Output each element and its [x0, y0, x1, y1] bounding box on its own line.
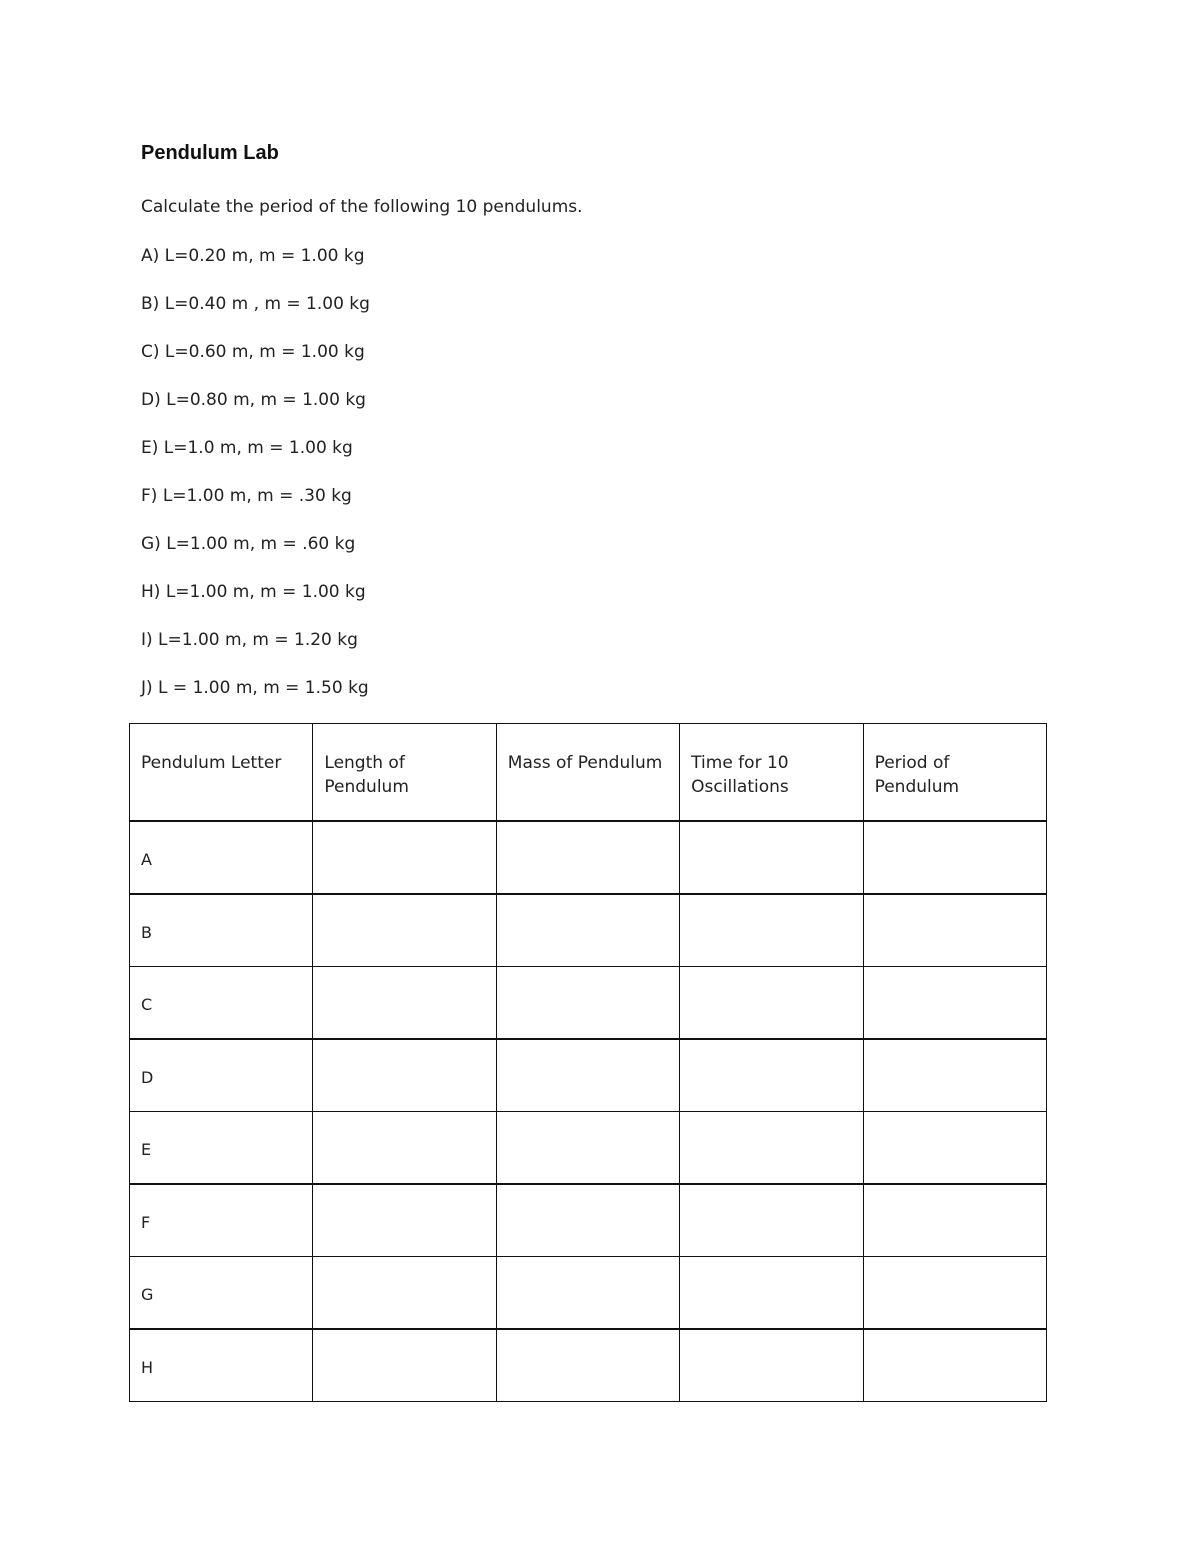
- table-row: [130, 1257, 1047, 1330]
- pendulum-item-a: A) L=0.20 m, m = 1.00 kg: [141, 246, 365, 266]
- row-label: B: [141, 923, 152, 942]
- header-label: Pendulum Letter: [141, 753, 282, 773]
- pendulum-item-d: D) L=0.80 m, m = 1.00 kg: [141, 390, 366, 410]
- empty-cell[interactable]: [496, 1112, 679, 1185]
- table-row: [130, 967, 1047, 1040]
- empty-cell[interactable]: [496, 1039, 679, 1112]
- pendulum-item-g: G) L=1.00 m, m = .60 kg: [141, 534, 356, 554]
- data-table: [129, 723, 1047, 1402]
- header-label: Length of Pendulum: [324, 753, 409, 797]
- table-row: [130, 894, 1047, 967]
- row-label-cell: [130, 1112, 313, 1185]
- empty-cell[interactable]: [313, 1039, 496, 1112]
- empty-cell[interactable]: [496, 821, 679, 894]
- table-row: [130, 1112, 1047, 1185]
- empty-cell[interactable]: [680, 894, 863, 967]
- empty-cell[interactable]: [680, 1039, 863, 1112]
- empty-cell[interactable]: [313, 967, 496, 1040]
- empty-cell[interactable]: [863, 1039, 1046, 1112]
- table-row: [130, 821, 1047, 894]
- empty-cell[interactable]: [496, 967, 679, 1040]
- row-label-cell: [130, 1329, 313, 1402]
- row-label: E: [141, 1140, 152, 1159]
- row-label-cell: [130, 1184, 313, 1257]
- empty-cell[interactable]: [863, 1329, 1046, 1402]
- pendulum-item-e: E) L=1.0 m, m = 1.00 kg: [141, 438, 353, 458]
- table-row: [130, 1329, 1047, 1402]
- empty-cell[interactable]: [313, 1112, 496, 1185]
- empty-cell[interactable]: [313, 1184, 496, 1257]
- row-label: F: [141, 1213, 151, 1232]
- empty-cell[interactable]: [313, 1329, 496, 1402]
- row-label: A: [141, 850, 152, 869]
- empty-cell[interactable]: [313, 894, 496, 967]
- pendulum-item-f: F) L=1.00 m, m = .30 kg: [141, 486, 352, 506]
- table-row: [130, 1184, 1047, 1257]
- empty-cell[interactable]: [680, 967, 863, 1040]
- empty-cell[interactable]: [496, 1329, 679, 1402]
- header-cell: [130, 724, 313, 822]
- row-label: G: [141, 1285, 154, 1304]
- empty-cell[interactable]: [680, 1184, 863, 1257]
- empty-cell[interactable]: [863, 821, 1046, 894]
- instruction-text: Calculate the period of the following 10 pendulums.: [141, 197, 583, 217]
- row-label-cell: [130, 1039, 313, 1112]
- pendulum-item-j: J) L = 1.00 m, m = 1.50 kg: [141, 678, 369, 698]
- header-label: Time for 10 Oscillations: [691, 753, 789, 797]
- pendulum-item-c: C) L=0.60 m, m = 1.00 kg: [141, 342, 365, 362]
- empty-cell[interactable]: [496, 1257, 679, 1330]
- header-label: Mass of Pendulum: [507, 753, 663, 773]
- header-cell: [313, 724, 496, 822]
- row-label-cell: [130, 894, 313, 967]
- header-cell: [496, 724, 679, 822]
- empty-cell[interactable]: [496, 894, 679, 967]
- row-label-cell: [130, 1257, 313, 1330]
- empty-cell[interactable]: [863, 1184, 1046, 1257]
- empty-cell[interactable]: [863, 894, 1046, 967]
- row-label-cell: [130, 821, 313, 894]
- header-label: Period of Pendulum: [874, 753, 960, 797]
- empty-cell[interactable]: [313, 821, 496, 894]
- pendulum-item-h: H) L=1.00 m, m = 1.00 kg: [141, 582, 366, 602]
- empty-cell[interactable]: [680, 1112, 863, 1185]
- page-title: Pendulum Lab: [141, 142, 279, 164]
- empty-cell[interactable]: [680, 1329, 863, 1402]
- row-label: C: [141, 995, 153, 1014]
- empty-cell[interactable]: [863, 1257, 1046, 1330]
- pendulum-item-b: B) L=0.40 m , m = 1.00 kg: [141, 294, 370, 314]
- header-cell: [680, 724, 863, 822]
- row-label-cell: [130, 967, 313, 1040]
- table-row: [130, 1039, 1047, 1112]
- row-label: D: [141, 1068, 154, 1087]
- empty-cell[interactable]: [313, 1257, 496, 1330]
- pendulum-item-i: I) L=1.00 m, m = 1.20 kg: [141, 630, 358, 650]
- empty-cell[interactable]: [680, 1257, 863, 1330]
- empty-cell[interactable]: [863, 967, 1046, 1040]
- row-label: H: [141, 1358, 154, 1377]
- header-cell: [863, 724, 1046, 822]
- header-row: [130, 724, 1047, 822]
- empty-cell[interactable]: [680, 821, 863, 894]
- empty-cell[interactable]: [863, 1112, 1046, 1185]
- pendulum-list: [141, 245, 370, 725]
- empty-cell[interactable]: [496, 1184, 679, 1257]
